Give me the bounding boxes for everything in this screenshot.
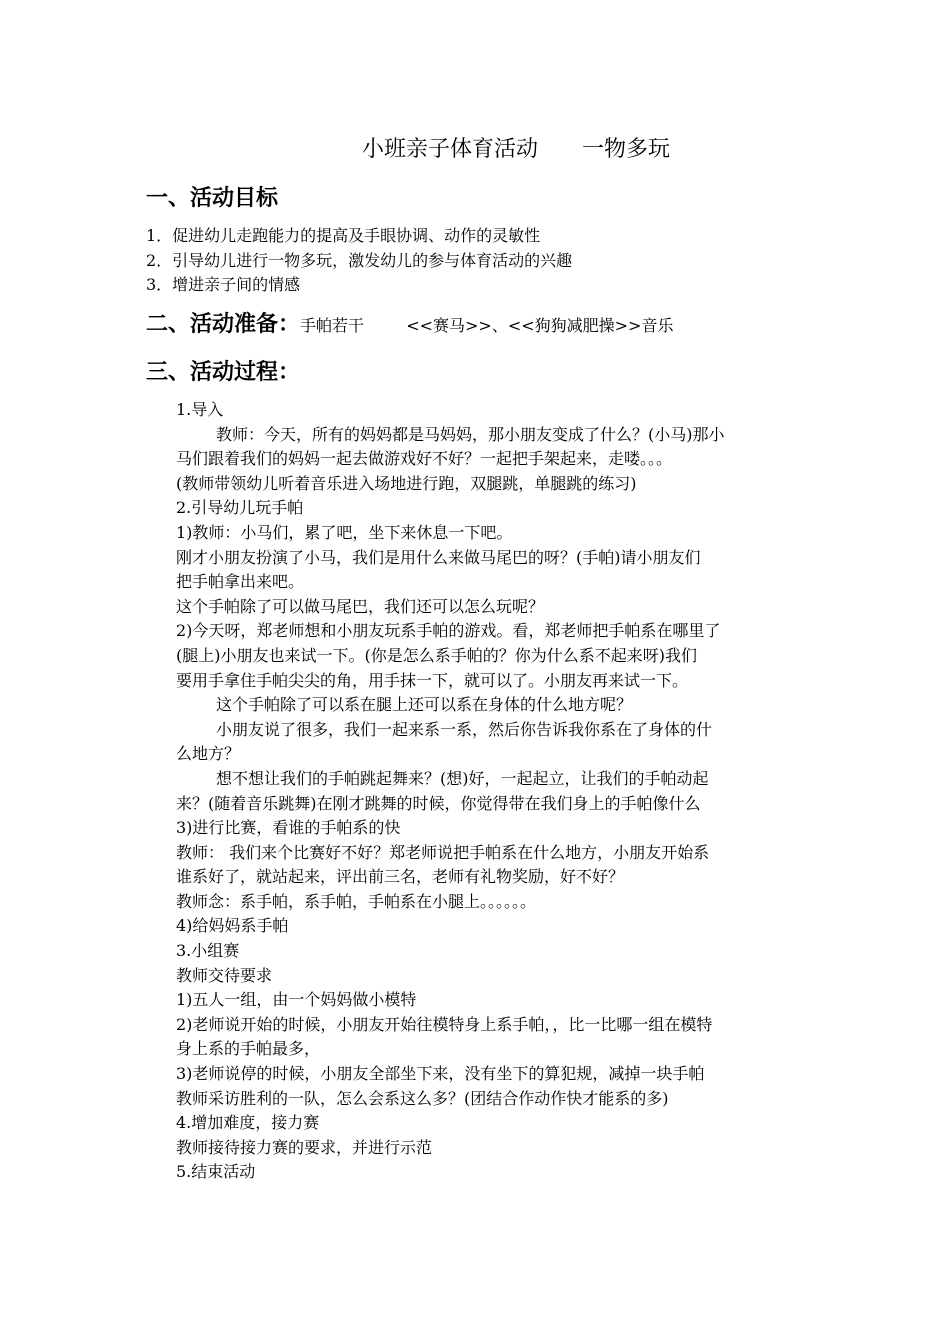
paragraph-line: 1)五人一组，由一个妈妈做小模特 bbox=[176, 990, 417, 1010]
paragraph-line: 1.导入 bbox=[176, 400, 224, 419]
paragraph-line: 小朋友说了很多，我们一起来系一系，然后你告诉我你系在了身体的什 bbox=[216, 719, 713, 739]
preparation-heading-label: 二、活动准备： bbox=[146, 312, 301, 337]
paragraph-line: 把手帕拿出来吧。 bbox=[176, 572, 305, 592]
document-title: 小班亲子体育活动 一物多玩 bbox=[362, 137, 671, 162]
paragraph-line: 要用手拿住手帕尖尖的角，用手抹一下，就可以了。小朋友再来试一下。 bbox=[176, 670, 689, 690]
paragraph-line: 马们跟着我们的妈妈一起去做游戏好不好？一起把手架起来，走喽。。。 bbox=[176, 449, 673, 469]
paragraph-line: 教师接待接力赛的要求，并进行示范 bbox=[176, 1137, 433, 1157]
paragraph-line: 想不想让我们的手帕跳起舞来？(想)好，一起起立，让我们的手帕动起 bbox=[216, 768, 709, 788]
preparation-content: 手帕若干 <<赛马>>、<<狗狗减肥操>>音乐 bbox=[300, 316, 674, 335]
paragraph-line: 教师交待要求 bbox=[176, 965, 273, 985]
paragraph-line: 教师念：系手帕，系手帕，手帕系在小腿上。。。。。。 bbox=[176, 891, 537, 911]
paragraph-line: 2.引导幼儿玩手帕 bbox=[176, 498, 304, 518]
paragraph-line: 4.增加难度，接力赛 bbox=[176, 1113, 320, 1133]
paragraph-line: 谁系好了，就站起来，评出前三名，老师有礼物奖励，好不好？ bbox=[176, 867, 625, 887]
paragraph-line: 这个手帕除了可以做马尾巴，我们还可以怎么玩呢？ bbox=[176, 596, 545, 616]
paragraph-line: (教师带领幼儿听着音乐进入场地进行跑，双腿跳，单腿跳的练习) bbox=[176, 473, 637, 493]
list-item: 1．促进幼儿走跑能力的提高及手眼协调、动作的灵敏性 bbox=[146, 226, 541, 245]
section-heading-preparation bbox=[146, 310, 673, 341]
paragraph-line: 教师： 我们来个比赛好不好？郑老师说把手帕系在什么地方，小朋友开始系 bbox=[176, 842, 710, 862]
process-body bbox=[176, 398, 816, 1185]
paragraph-line: 2)老师说开始的时候，小朋友开始往模特身上系手帕，，比一比哪一组在模特 bbox=[176, 1014, 713, 1034]
paragraph-line: 么地方？ bbox=[176, 744, 241, 764]
paragraph-line: 刚才小朋友扮演了小马，我们是用什么来做马尾巴的呀？(手帕)请小朋友们 bbox=[176, 547, 701, 567]
list-item: 3．增进亲子间的情感 bbox=[146, 275, 301, 295]
list-item: 2．引导幼儿进行一物多玩，激发幼儿的参与体育活动的兴趣 bbox=[146, 250, 573, 270]
paragraph-line: 来？(随着音乐跳舞)在刚才跳舞的时候，你觉得带在我们身上的手帕像什么 bbox=[176, 793, 701, 813]
section-heading-process: 三、活动过程： bbox=[146, 360, 301, 385]
section-heading-goals: 一、活动目标 bbox=[146, 186, 279, 211]
paragraph-line: 3)进行比赛，看谁的手帕系的快 bbox=[176, 818, 401, 838]
paragraph-line: 4)给妈妈系手帕 bbox=[176, 916, 289, 936]
paragraph-line: 教师采访胜利的一队，怎么会系这么多？(团结合作动作快才能系的多) bbox=[176, 1088, 669, 1108]
paragraph-line: 这个手帕除了可以系在腿上还可以系在身体的什么地方呢？ bbox=[216, 695, 633, 715]
paragraph-line: 2)今天呀，郑老师想和小朋友玩系手帕的游戏。看，郑老师把手帕系在哪里了 bbox=[176, 621, 721, 641]
paragraph-line: (腿上)小朋友也来试一下。(你是怎么系手帕的？你为什么系不起来呀)我们 bbox=[176, 645, 697, 665]
paragraph-line: 3)老师说停的时候，小朋友全部坐下来，没有坐下的算犯规，减掉一块手帕 bbox=[176, 1064, 705, 1084]
paragraph-line: 5.结束活动 bbox=[176, 1162, 256, 1182]
paragraph-line: 教师：今天，所有的妈妈都是马妈妈，那小朋友变成了什么？(小马)那小 bbox=[216, 424, 725, 444]
paragraph-line: 1)教师：小马们，累了吧，坐下来休息一下吧。 bbox=[176, 522, 513, 542]
paragraph-line: 3.小组赛 bbox=[176, 941, 240, 961]
goals-list bbox=[146, 224, 826, 298]
paragraph-line: 身上系的手帕最多， bbox=[176, 1039, 321, 1059]
